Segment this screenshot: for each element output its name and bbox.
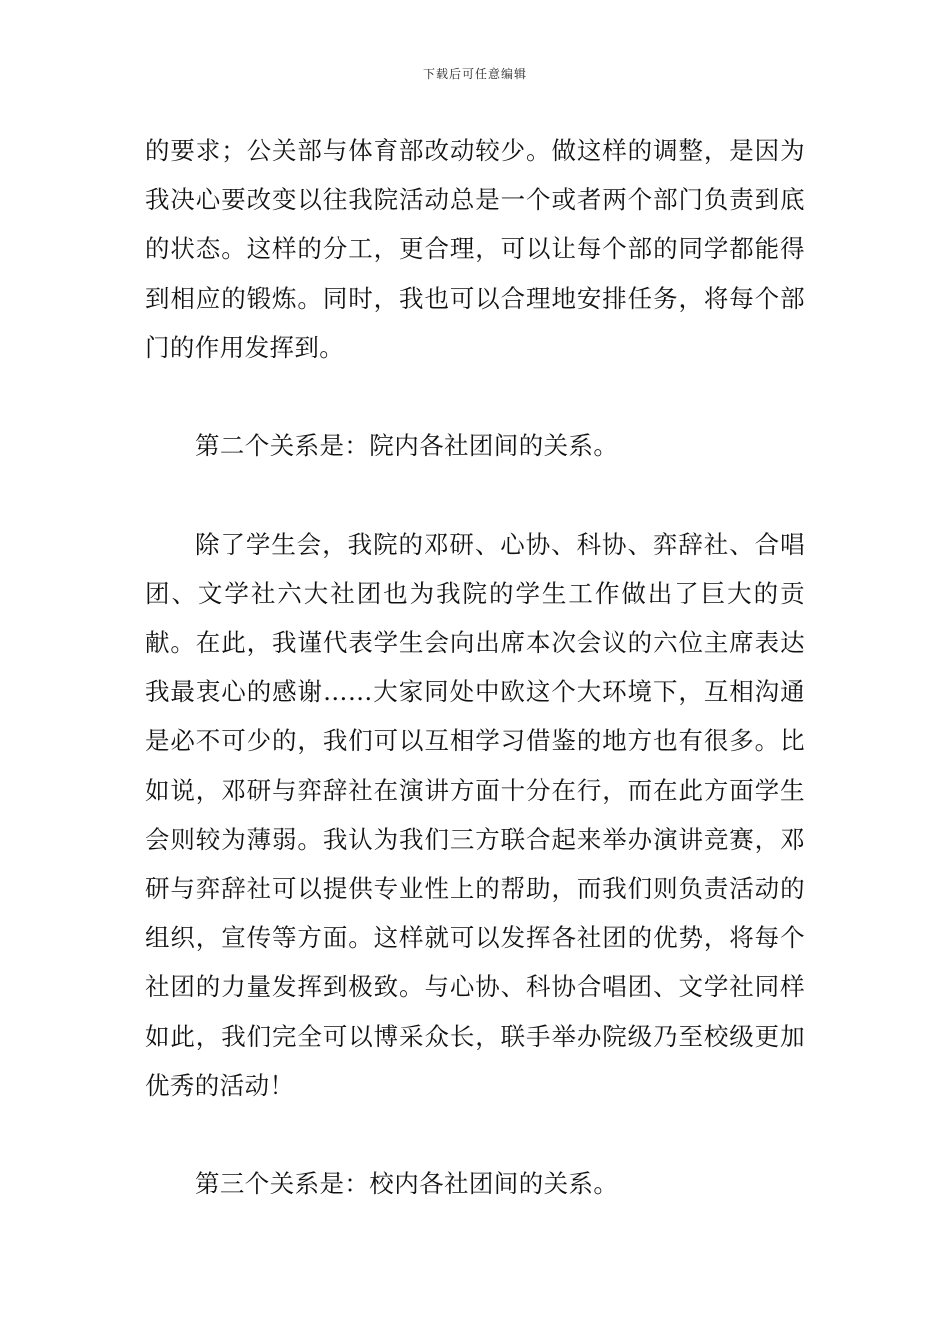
- page-header: 下载后可任意编辑: [422, 67, 527, 81]
- paragraph-societies: 除了学生会，我院的邓研、心协、科协、弈辞社、合唱团、文学社六大社团也为我院的学生工作做出了巨大的贡献。在此，我谨代表学生会向出席本次会议的六位主席表达我最衷心的感谢……大家同处中欧这个大环境下，互相沟通是必不可少的，我们可以互相学习借鉴的地方也有很多。比如说，邓研与弈辞社在演讲方面十分在行，而在此方面学生会则较为薄弱。我认为我们三方联合起来举办演讲竞赛，邓研与弈辞社可以提供专业性上的帮助，而我们则负责活动的组织，宣传等方面。这样就可以发挥各社团的优势，将每个社团的力量发挥到极致。与心协、科协合唱团、文学社同样如此，我们完全可以博采众长，联手举办院级乃至校级更加优秀的活动！: [145, 529, 805, 1100]
- document-body: [145, 126, 805, 1208]
- paragraph-continuation: 的要求；公关部与体育部改动较少。做这样的调整，是因为我决心要改变以往我院活动总是一个或者两个部门负责到底的状态。这样的分工，更合理，可以让每个部的同学都能得到相应的锻炼。同时，我也可以合理地安排任务，将每个部门的作用发挥到。: [145, 136, 805, 362]
- paragraph-second-relation-heading: 第二个关系是：院内各社团间的关系。: [195, 431, 619, 461]
- paragraph-third-relation-heading: 第三个关系是：校内各社团间的关系。: [195, 1169, 619, 1199]
